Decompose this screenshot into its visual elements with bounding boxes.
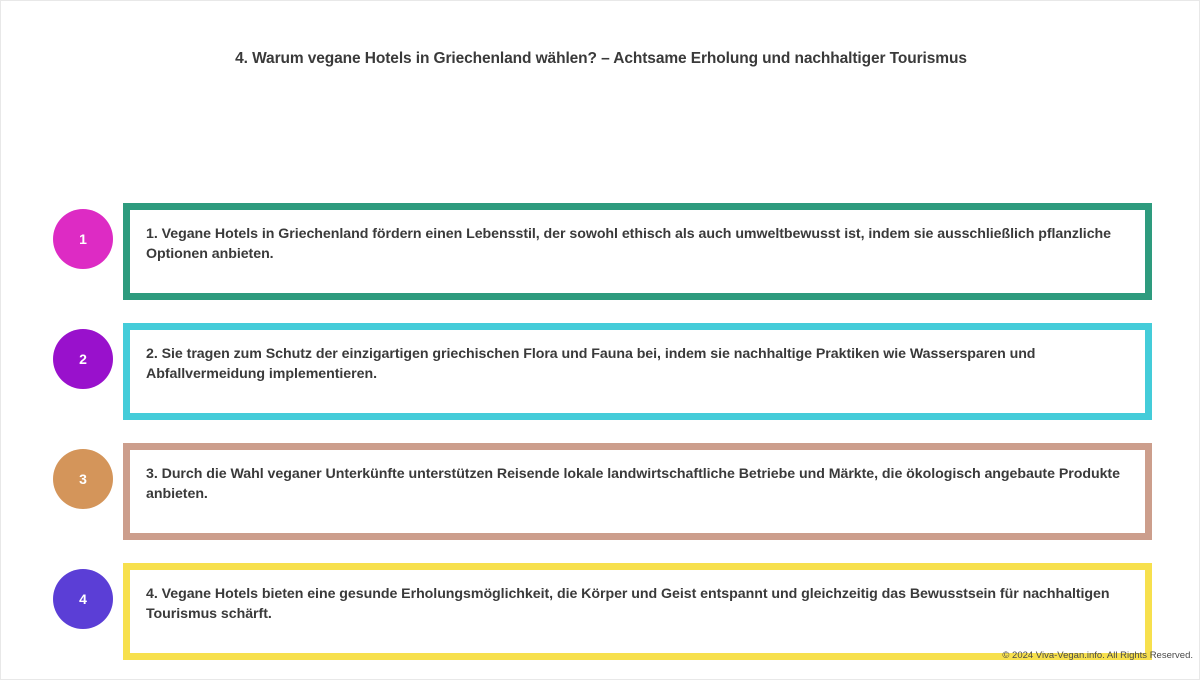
step-badge-label: 3: [79, 471, 87, 487]
content-box-text: 3. Durch die Wahl veganer Unterkünfte unterstützen Reisende lokale landwirtschaftliche Betriebe und Märkte, die ökologisch angebaute Produkte anbieten.: [146, 466, 1120, 503]
content-box-1[interactable]: [123, 203, 1152, 300]
page-title: 4. Warum vegane Hotels in Griechenland wählen? – Achtsame Erholung und nachhaltiger Tourismus: [235, 50, 967, 67]
step-badge-label: 4: [79, 591, 87, 607]
step-badge-2[interactable]: [53, 329, 113, 389]
content-box-text: 1. Vegane Hotels in Griechenland fördern einen Lebensstil, der sowohl ethisch als auch umweltbewusst ist, indem sie ausschließlich pflanzliche Optionen anbieten.: [146, 226, 1112, 263]
list-item: [1, 201, 1200, 321]
step-badge-3[interactable]: [53, 449, 113, 509]
copyright-notice: © 2024 Viva-Vegan.info. All Rights Reserved.: [1002, 650, 1193, 661]
content-box-text: 4. Vegane Hotels bieten eine gesunde Erholungsmöglichkeit, die Körper und Geist entspannt und gleichzeitig das Bewusstsein für nachhaltigen Tourismus schärft.: [146, 586, 1110, 623]
list-item: [1, 321, 1200, 441]
list-item: [1, 561, 1200, 681]
content-box-2[interactable]: [123, 323, 1152, 420]
list-container: [1, 201, 1200, 681]
step-badge-label: 2: [79, 351, 87, 367]
content-box-3[interactable]: [123, 443, 1152, 540]
step-badge-label: 1: [79, 231, 87, 247]
step-badge-4[interactable]: [53, 569, 113, 629]
content-box-4[interactable]: [123, 563, 1152, 660]
list-item: [1, 441, 1200, 561]
content-box-text: 2. Sie tragen zum Schutz der einzigartigen griechischen Flora und Fauna bei, indem sie nachhaltige Praktiken wie Wassersparen und Abfallvermeidung implementieren.: [146, 346, 1036, 383]
step-badge-1[interactable]: [53, 209, 113, 269]
